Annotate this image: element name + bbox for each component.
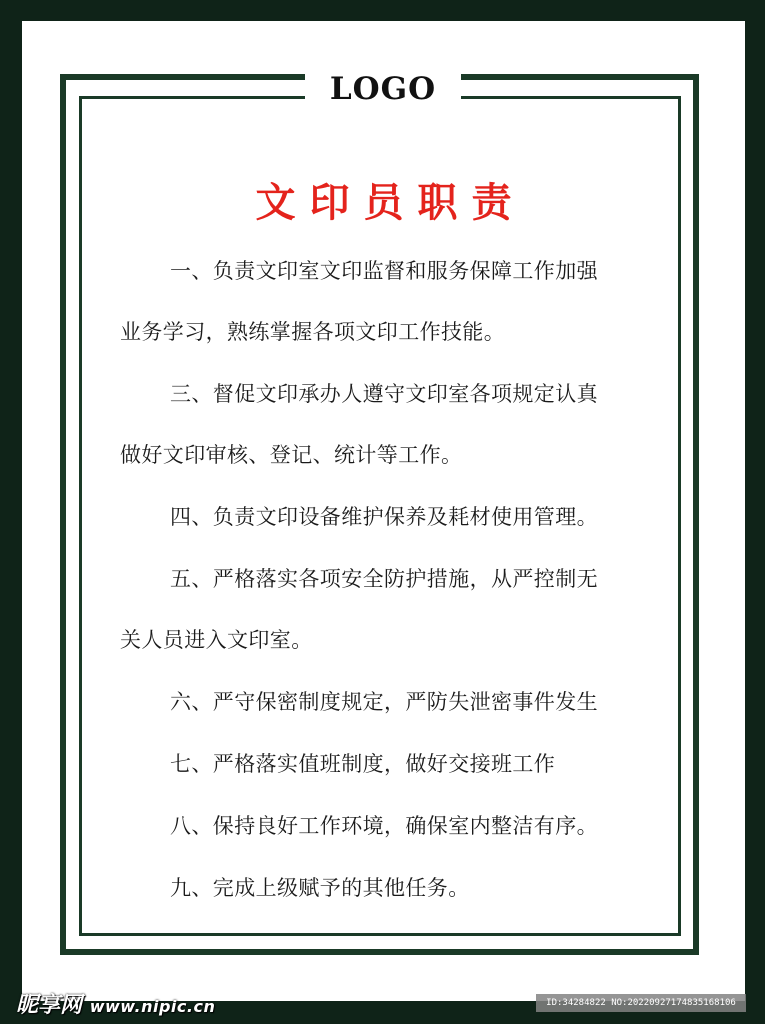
id-stamp: ID:34284822 NO:20220927174835168106 bbox=[536, 994, 746, 1012]
duty-line: 关人员进入文印室。 bbox=[120, 628, 313, 652]
duty-line: 四、负责文印设备维护保养及耗材使用管理。 bbox=[170, 505, 598, 529]
duty-line: 一、负责文印室文印监督和服务保障工作加强 bbox=[170, 259, 598, 283]
page-title: 文印员职责 bbox=[255, 180, 526, 226]
duty-line: 八、保持良好工作环境，确保室内整洁有序。 bbox=[170, 814, 598, 838]
watermark-brand: 昵享网 bbox=[16, 993, 83, 1018]
duty-line: 五、严格落实各项安全防护措施，从严控制无 bbox=[170, 567, 598, 591]
duty-line: 业务学习，熟练掌握各项文印工作技能。 bbox=[120, 320, 506, 344]
watermark bbox=[16, 988, 215, 1019]
duty-line: 六、严守保密制度规定，严防失泄密事件发生 bbox=[170, 690, 598, 714]
duty-line: 三、督促文印承办人遵守文印室各项规定认真 bbox=[170, 382, 598, 406]
duty-line: 七、严格落实值班制度，做好交接班工作 bbox=[170, 752, 556, 776]
watermark-url: www.nipic.cn bbox=[89, 997, 216, 1016]
poster bbox=[22, 21, 745, 1001]
duty-line: 九、完成上级赋予的其他任务。 bbox=[170, 876, 470, 900]
duty-line: 做好文印审核、登记、统计等工作。 bbox=[120, 443, 463, 467]
logo: LOGO bbox=[305, 69, 461, 109]
